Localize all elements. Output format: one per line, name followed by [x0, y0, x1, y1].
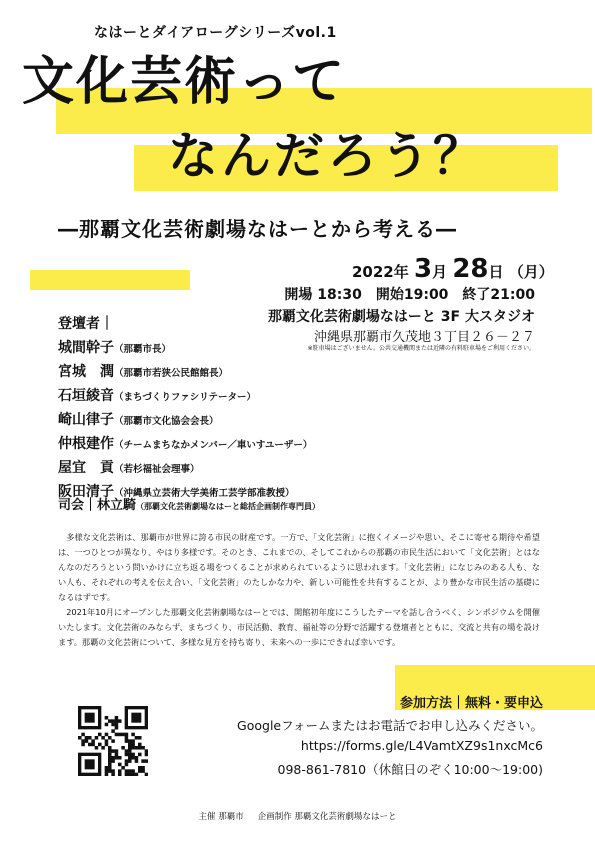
guest-role: （若杉福祉会理事）	[114, 464, 200, 475]
application-phone: 098-861-7810（休館日のぞく10:00～19:00)	[277, 762, 543, 777]
footer-organizer: 主催 那覇市	[198, 812, 244, 822]
guest-name: 阪田清子	[58, 484, 114, 500]
event-year: 2022年	[352, 263, 409, 281]
event-month-suffix: 月	[432, 263, 448, 281]
guest-name: 崎山律子	[58, 412, 114, 428]
application-url-link[interactable]: https://forms.gle/L4VamtXZ9s1nxcMc6	[300, 738, 543, 753]
guest-name: 宮城 潤	[58, 364, 114, 380]
footer-producer: 企画制作 那覇文化芸術劇場なはーと	[257, 812, 397, 822]
highlight-band-guests	[30, 270, 190, 290]
event-times: 開場 18:30 開始19:00 終了21:00	[284, 287, 535, 303]
application-method: Googleフォームまたはお電話でお申し込みください。	[237, 718, 543, 733]
guest-name: 仲根建作	[58, 436, 114, 452]
guest-name: 屋宜 貢	[58, 460, 114, 476]
footer	[0, 810, 595, 822]
event-weekday: （月）	[508, 263, 554, 281]
guest-role: （まちづくりファシリテーター）	[114, 392, 257, 403]
event-venue: 那覇文化芸術劇場なはーと 3F 大スタジオ	[267, 309, 535, 325]
main-title-line-1: 文化芸術って	[22, 52, 347, 112]
qr-code-icon[interactable]	[78, 706, 148, 776]
guest-role: （那覇市長）	[114, 344, 172, 355]
description-paragraph: 2021年10月にオープンした那覇文化芸術劇場なはーとでは、開館初年度にこうしたテーマを話し合うべく、シンポジウムを開催いたします。文化芸術のみならず、まちづくり、市民活動、教育、福祉等の分野で活躍する登壇者とともに、交流と共有の場を設けます。那覇の文化芸術について、多様な見方を持ち寄り、未来への一歩にできれば幸いです。	[58, 607, 540, 647]
event-date	[352, 254, 554, 284]
guest-row	[58, 409, 312, 433]
event-address: 沖縄県那覇市久茂地３丁目２６－２７	[313, 330, 535, 345]
guest-role: （那覇市文化協会会長）	[114, 416, 219, 427]
moderator-label: 司会｜林立騎	[58, 498, 137, 513]
parking-note: ※駐車場はございません。公共交通機関または近隣の有料駐車場をご利用ください。	[307, 345, 535, 352]
description	[58, 530, 540, 650]
application-heading: 参加方法｜無料・要申込	[399, 696, 543, 711]
guest-role: （チームまちなかメンバー／車いすユーザー）	[114, 440, 313, 451]
moderator-role: （那覇文化芸術劇場なはーと総括企画制作専門員）	[136, 501, 321, 511]
guest-row	[58, 385, 312, 409]
main-title-line-2: なんだろう？	[168, 127, 486, 185]
subtitle: ―那覇文化芸術劇場なはーとから考える―	[58, 217, 457, 241]
guest-list	[58, 313, 312, 505]
moderator	[58, 494, 320, 513]
guest-name: 石垣綾音	[58, 388, 114, 404]
guest-name: 城間幹子	[58, 340, 114, 356]
guest-row	[58, 337, 312, 361]
description-paragraph: 多様な文化芸術は、那覇市が世界に誇る市民の財産です。一方で、「文化芸術」に抱くイメージや思い、そこに寄せる期待や希望は、一つひとつが異なり、やはり多様です。そのとき、これまでの、そしてこれからの那覇の市民生活において「文化芸術」とはなんなのだろうという問いかけに立ち返る場をつくることが求められているように思われます。「文化芸術」になじみのある人も、ない人も、それぞれの考えを伝え合い、「文化芸術」のたしかな力や、新しい可能性を共有することが、より豊かな市民生活の基礎になるはずです。	[58, 532, 540, 602]
event-day-suffix: 日	[488, 263, 504, 281]
guest-role: （沖縄県立芸術大学美術工芸学部准教授）	[114, 488, 295, 499]
guest-row	[58, 433, 312, 457]
guest-row	[58, 361, 312, 385]
series-label: なはーとダイアローグシリーズvol.1	[94, 25, 337, 41]
event-month: 3	[413, 254, 433, 284]
guest-heading: 登壇者｜	[58, 316, 114, 332]
guest-row	[58, 457, 312, 481]
guest-role: （那覇市若狭公民館館長）	[114, 368, 229, 379]
event-day: 28	[452, 254, 489, 284]
